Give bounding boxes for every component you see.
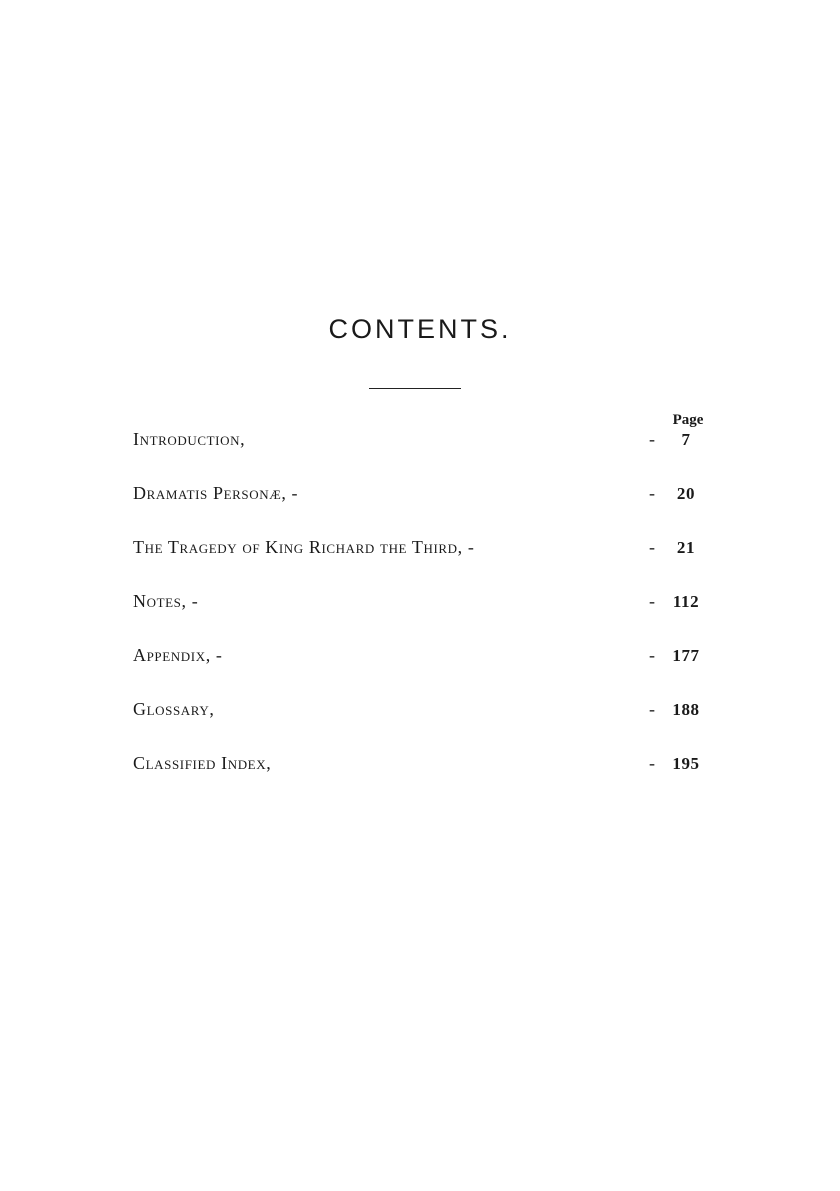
- page-title: CONTENTS.: [328, 314, 512, 344]
- toc-entry-title: Notes, -: [133, 591, 199, 611]
- toc-entry: [133, 753, 733, 807]
- toc-entry: [133, 483, 733, 537]
- toc-entry-page: 195: [672, 754, 700, 773]
- toc-entry-dash: -: [649, 429, 656, 449]
- title-rule: [369, 388, 461, 389]
- toc-entry-title: Classified Index,: [133, 753, 272, 773]
- toc-entry-page: 188: [672, 700, 700, 719]
- toc-entry-page: 7: [681, 430, 691, 449]
- toc-entry-title: The Tragedy of King Richard the Third, -: [133, 537, 475, 557]
- toc-entry: [133, 591, 733, 645]
- toc-entry-page: 21: [676, 538, 696, 557]
- toc-entry: [133, 645, 733, 699]
- toc-entry: [133, 537, 733, 591]
- toc-entry-title: Dramatis Personæ, -: [133, 483, 299, 503]
- toc-entry: [133, 699, 733, 753]
- toc-entry-dash: -: [649, 537, 656, 557]
- toc-entry-page: 112: [672, 592, 700, 611]
- toc-entry-dash: -: [649, 753, 656, 773]
- toc-entry-page: 20: [676, 484, 696, 503]
- toc-entry-title: Introduction,: [133, 429, 246, 449]
- toc-entry: [133, 429, 733, 483]
- toc-entry-dash: -: [649, 699, 656, 719]
- toc-entry-title: Appendix, -: [133, 645, 223, 665]
- page-column-heading: Page: [672, 412, 704, 428]
- toc-entry-dash: -: [649, 645, 656, 665]
- toc-entry-dash: -: [649, 591, 656, 611]
- toc-entry-title: Glossary,: [133, 699, 215, 719]
- toc-entry-page: 177: [672, 646, 700, 665]
- table-of-contents: [133, 429, 733, 807]
- toc-entry-dash: -: [649, 483, 656, 503]
